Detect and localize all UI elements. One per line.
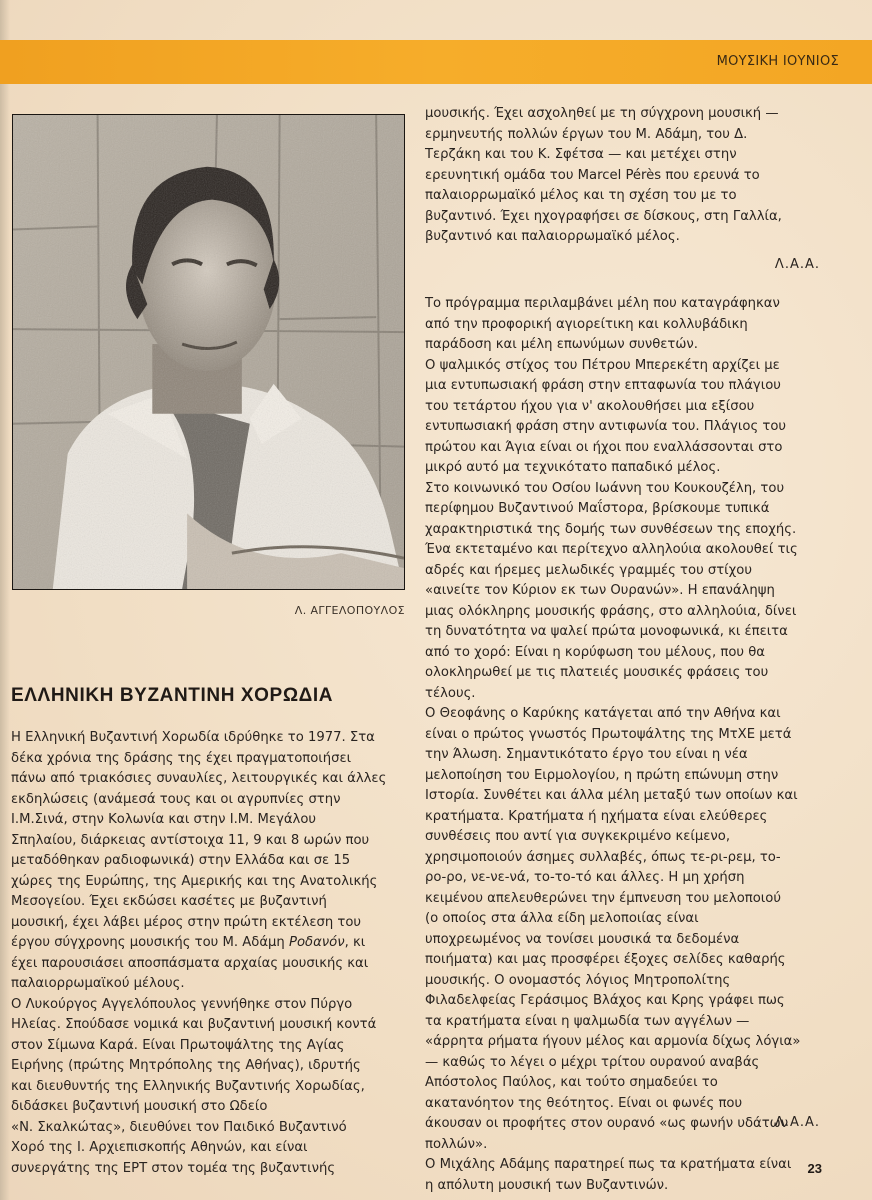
text-line: Τερζάκη και του Κ. Σφέτσα — και μετέχει στην bbox=[425, 147, 737, 162]
text-line: άκουσαν οι προφήτες στον ουρανό «ως φωνήν υδάτων bbox=[425, 1116, 789, 1131]
text-line: Ο ψαλμικός στίχος του Πέτρου Μπερεκέτη αρχίζει με bbox=[425, 357, 780, 373]
text-line: συνεργάτης της ΕΡΤ στον τομέα της βυζαντινής bbox=[11, 1160, 336, 1176]
text-line: χαρακτηριστικά της δομής των συνθέσεων της εποχής. bbox=[425, 521, 797, 537]
text-line: στον Σίμωνα Καρά. Είναι Πρωτοψάλτης της Αγίας bbox=[11, 1037, 345, 1053]
text-line: τη δυνατότητα να ψαλεί πρώτα μονοφωνικά, κι έπειτα bbox=[425, 624, 788, 639]
text-line: «αινείτε τον Κύριον εκ των Ουρανών». Η επανάληψη bbox=[425, 583, 775, 598]
text-line: παράδοση και μέλη επωνύμων συνθετών. bbox=[425, 337, 698, 352]
text-line: από την προφορική αγιορείτικη και κολλυβάδικη bbox=[425, 316, 748, 332]
text-line: ερευνητική ομάδα του Marcel Pérès που ερευνά το bbox=[425, 167, 760, 183]
text-line: Το πρόγραμμα περιλαμβάνει μέλη που καταγράφηκαν bbox=[425, 296, 780, 311]
text-line: «Ν. Σκαλκώτας», διευθύνει τον Παιδικό Βυζαντινό bbox=[11, 1119, 347, 1135]
photo-credit: Λ. ΑΓΓΕΛΟΠΟΥΛΟΣ bbox=[294, 604, 405, 617]
text-line: μουσικής. Έχει ασχοληθεί με τη σύγχρονη μουσική — bbox=[425, 106, 779, 121]
text-line: πάνω από τριακόσιες συναυλίες, λειτουργικές και άλλες bbox=[11, 771, 387, 786]
text-line: Ο Λυκούργος Αγγελόπουλος γεννήθηκε στον Πύργο bbox=[11, 996, 353, 1012]
text-line: Στο κοινωνικό του Οσίου Ιωάννη του Κουκουζέλη, του bbox=[425, 480, 785, 496]
text-line: μουσικής. Ο ονομαστός λόγιος Μητροπολίτης bbox=[425, 972, 731, 988]
text-line: τα κρατήματα είναι η ψαλμωδία των αγγέλων — bbox=[425, 1013, 750, 1029]
text-line: κειμένου απελευθερώνει την έμπνευση του μελοποιού bbox=[425, 890, 781, 906]
left-column-text bbox=[11, 728, 386, 1179]
text-line: αδρές και ήρεμες μελωδικές γραμμές του στίχου bbox=[425, 562, 752, 578]
text-line: ρο-ρο, νε-νε-νά, το-το-τό και άλλες. Η μη χρήση bbox=[425, 870, 745, 885]
text-line: Χορό της Ι. Αρχιεπισκοπής Αθηνών, και είναι bbox=[11, 1140, 308, 1155]
text-line: Ιστορία. Συνθέτει και άλλα μέλη μεταξύ των οποίων και bbox=[425, 788, 798, 803]
text-line: μια εντυπωσιακή φράση στην επταφωνία του πλάγιου bbox=[425, 378, 781, 393]
text-line: Σπηλαίου, διάρκειας αντίστοιχα 11, 9 και 8 ωρών που bbox=[11, 832, 370, 848]
text-line: περίφημου Βυζαντινού Μαΐστορα, βρίσκουμε τυπικά bbox=[425, 501, 770, 516]
portrait-photo-image bbox=[13, 115, 404, 589]
text-line: Ειρήνης (πρώτης Μητρόπολης της Αθήνας), ιδρυτής bbox=[11, 1058, 361, 1073]
text-line: μουσική, έχει λάβει μέρος στην πρώτη εκτέλεση του bbox=[11, 914, 362, 930]
text-line: Απόστολος Παύλος, και τούτο σημαδεύει το bbox=[425, 1075, 718, 1090]
page-gutter-shadow bbox=[0, 0, 10, 1200]
text-line: — καθώς το λέγει ο μέχρι τρίτου ουρανού αναβάς bbox=[425, 1054, 760, 1070]
text-line: Ο Θεοφάνης ο Καρύκης κατάγεται από την Αθήνα και bbox=[425, 706, 781, 721]
text-line: ολοκληρωθεί με τις πλατειές μουσικές φράσεις του bbox=[425, 665, 769, 680]
text-line: εκδηλώσεις (ανάμεσά τους και οι αγρυπνίες στην bbox=[11, 791, 341, 807]
text-line: και διευθυντής της Ελληνικής Βυζαντινής Χορωδίας, bbox=[11, 1078, 365, 1094]
text-line: «άρρητα ρήματα ήγουν μέλος και αρμονία δίχως λόγια» bbox=[425, 1034, 801, 1049]
text-line: υποχρεωμένος να τονίσει μουσικά τα δεδομένα bbox=[425, 931, 740, 947]
text-line: Μεσογείου. Έχει εκδώσει κασέτες με βυζαντινή bbox=[11, 894, 327, 909]
text-line: διδάσκει βυζαντινή μουσική στο Ωδείο bbox=[11, 1099, 268, 1114]
right-column-bottom-text bbox=[425, 294, 800, 1196]
text-line: τέλους. bbox=[425, 685, 476, 701]
text-line: ερμηνευτής πολλών έργων του Μ. Αδάμη, του Δ. bbox=[425, 126, 748, 142]
text-line: πολλών». bbox=[425, 1136, 488, 1152]
text-line: Η Ελληνική Βυζαντινή Χορωδία ιδρύθηκε το 1977. Στα bbox=[11, 730, 375, 745]
text-line: δέκα χρόνια της δράσης της έχει πραγματοποιήσει bbox=[11, 750, 352, 766]
text-line: χώρες της Ευρώπης, της Αμερικής και της Ανατολικής bbox=[11, 873, 378, 889]
text-segment: , κι bbox=[344, 935, 366, 950]
text-line: παλαιορρωμαϊκό μέλος και τη σχέση του με το bbox=[425, 188, 737, 203]
section-header-band bbox=[0, 40, 872, 84]
text-line: βυζαντινό. Έχει ηχογραφήσει σε δίσκους, στη Γαλλία, bbox=[425, 208, 782, 224]
author-signature: Λ.Α.Α. bbox=[774, 257, 820, 272]
right-column-top-text bbox=[425, 104, 782, 248]
text-line: μελοποίηση του Ειρμολογίου, η πρώτη επώνυμη στην bbox=[425, 767, 779, 783]
text-line: εντυπωσιακή φράση στην αντιφωνία του. Πλάγιος του bbox=[425, 419, 787, 434]
text-line: πρώτου και Άγια είναι οι ήχοι που εναλλάσσονται στο bbox=[425, 439, 783, 455]
portrait-photo bbox=[12, 114, 405, 590]
text-line: Φιλαδελφείας Γεράσιμος Βλάχος και Κρης γράφει πως bbox=[425, 993, 785, 1008]
text-line: βυζαντινό και παλαιορρωμαϊκό μέλος. bbox=[425, 229, 680, 244]
text-line: παλαιορρωμαϊκού μέλους. bbox=[11, 976, 185, 991]
text-segment: έργου σύγχρονης μουσικής του Μ. Αδάμη bbox=[11, 935, 289, 950]
page-number: 23 bbox=[807, 1161, 822, 1176]
text-line: χρησιμοποιούν άσημες συλλαβές, όπως τε-ρι-ρεμ, το- bbox=[425, 849, 781, 865]
text-line: Ένα εκτεταμένο και περίτεχνο αλληλούια ακολουθεί τις bbox=[425, 542, 798, 557]
text-line: (ο οποίος στα άλλα είδη μελοποιίας είναι bbox=[425, 911, 699, 926]
text-line: έχει παρουσιάσει αποσπάσματα αρχαίας μουσικής και bbox=[11, 955, 369, 971]
text-line: είναι ο πρώτος γνωστός Πρωτοψάλτης της ΜτΧΕ μετά bbox=[425, 726, 792, 742]
text-line: κρατήματα. Κρατήματα ή ηχήματα είναι ελεύθερες bbox=[425, 808, 768, 824]
text-line: ακατανόητον της θεότητος. Είναι οι φωνές που bbox=[425, 1095, 743, 1111]
text-line: συνθέσεις που αντί για συγκεκριμένο κείμενο, bbox=[425, 829, 731, 844]
text-line: ποιήματα) και μας προσφέρει έξοχες σελίδες καθαρής bbox=[425, 952, 786, 967]
text-line: από το χορό: Είναι η κορύφωση του μέλους, που θα bbox=[425, 644, 765, 660]
text-line: Ο Μιχάλης Αδάμης παρατηρεί πως τα κρατήματα είναι bbox=[425, 1157, 792, 1172]
text-line: Ηλείας. Σπούδασε νομικά και βυζαντινή μουσική κοντά bbox=[11, 1017, 377, 1032]
text-line: Ι.Μ.Σινά, στην Κολωνία και στην Ι.Μ. Μεγάλου bbox=[11, 812, 317, 827]
text-line: μικρό αυτό μα τεχνικότατο παπαδικό μέλος. bbox=[425, 460, 721, 475]
text-line: μεταδόθηκαν ραδιοφωνικά) στην Ελλάδα και σε 15 bbox=[11, 853, 351, 868]
italic-work-title: Ροδανόν bbox=[289, 935, 345, 950]
text-line: μιας ολόκληρης μουσικής φράσης, στο αλληλούια, δίνει bbox=[425, 603, 797, 619]
article-title: ΕΛΛΗΝΙΚΗ ΒΥΖΑΝΤΙΝΗ ΧΟΡΩΔΙΑ bbox=[11, 685, 334, 706]
section-header-title: ΜΟΥΣΙΚΗ ΙΟΥΝΙΟΣ bbox=[716, 54, 839, 69]
author-signature: Λ.Α.Α. bbox=[774, 1115, 820, 1130]
text-line-with-italic bbox=[11, 933, 386, 954]
text-line: του τετάρτου ήχου για ν' ακολουθήσει μια εξίσου bbox=[425, 398, 755, 414]
text-line: την Άλωση. Σημαντικότατο έργο του είναι η νέα bbox=[425, 747, 748, 762]
text-line: η απόλυτη μουσική των Βυζαντινών. bbox=[425, 1177, 669, 1193]
